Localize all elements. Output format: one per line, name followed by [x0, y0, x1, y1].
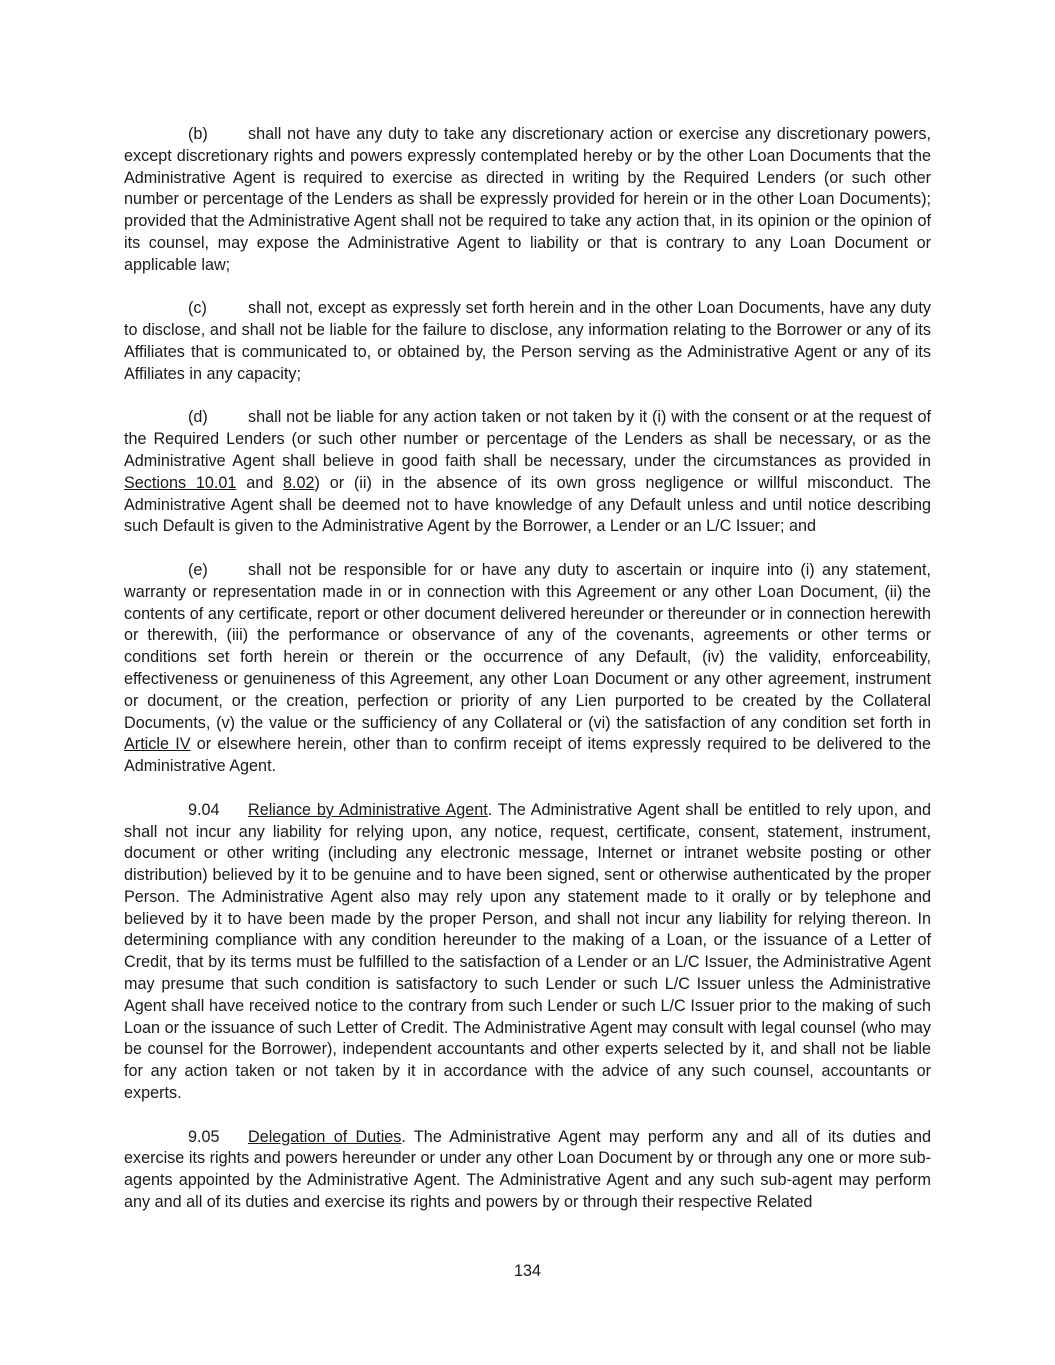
section-text: . The Administrative Agent may perform any and all of its duties and exercise its rights and powers hereunder or under any other Loan Document by or through any one or more sub-agents appointed by the Administrative Agent. The Administrative Agent and any such sub-agent may perform any and all of its duties and exercise its rights and powers by or through their respective Related — [124, 1127, 931, 1212]
paragraph-text: and — [236, 473, 284, 492]
paragraph-b — [124, 124, 931, 277]
cross-reference-sections-10-01: Sections 10.01 — [124, 473, 237, 492]
section-heading: Delegation of Duties — [248, 1127, 402, 1146]
paragraph-number: (e) — [188, 560, 208, 579]
paragraph-text: or elsewhere herein, other than to confirm receipt of items expressly required to be delivered to the Administrative Agent. — [124, 735, 931, 776]
paragraph-text: shall not be liable for any action taken or not taken by it (i) with the consent or at the request of the Required Lenders (or such other number or percentage of the Lenders as shall be necessary, or as the Administrative Agent shall believe in good faith shall be necessary, under the circumstances as provided in — [124, 408, 931, 470]
paragraph-text: shall not be responsible for or have any duty to ascertain or inquire into (i) any statement, warranty or representation made in or in connection with this Agreement or any other Loan Document, (ii) the contents of any certificate, report or other document delivered hereunder or thereunder or in connection herewith or therewith, (iii) the performance or observance of any of the covenants, agreements or other terms or conditions set forth herein or therein or the occurrence of any Default, (iv) the validity, enforceability, effectiveness or genuineness of this Agreement, any other Loan Document or any other agreement, instrument or document, or the creation, perfection or priority of any Lien purported to be created by the Collateral Documents, (v) the value or the sufficiency of any Collateral or (vi) the satisfaction of any condition set forth in — [124, 560, 931, 732]
paragraph-text: shall not have any duty to take any discretionary action or exercise any discretionary powers, except discretionary rights and powers expressly contemplated hereby or by the other Loan Documents that the Administrative Agent is required to exercise as directed in writing by the Required Lenders (or such other number or percentage of the Lenders as shall be expressly provided for herein or in the other Loan Documents); provided that the Administrative Agent shall not be required to take any action that, in its opinion or the opinion of its counsel, may expose the Administrative Agent to liability or that is contrary to any Loan Document or applicable law; — [124, 125, 931, 274]
section-number: 9.04 — [188, 800, 220, 819]
page-number: 134 — [513, 1262, 541, 1280]
section-number: 9.05 — [188, 1127, 220, 1146]
section-text: . The Administrative Agent shall be entitled to rely upon, and shall not incur any liability for relying upon, any notice, request, certificate, consent, statement, instrument, document or other writing (including any electronic message, Internet or intranet website posting or other distribution) believed by it to be genuine and to have been signed, sent or otherwise authenticated by the proper Person. The Administrative Agent also may rely upon any statement made to it orally or by telephone and believed by it to have been made by the proper Person, and shall not incur any liability for relying thereon. In determining compliance with any condition hereunder to the making of a Loan, or the issuance of a Letter of Credit, that by its terms must be fulfilled to the satisfaction of a Lender or an L/C Issuer, the Administrative Agent may presume that such condition is satisfactory to such Lender or such L/C Issuer unless the Administrative Agent shall have received notice to the contrary from such Lender or such L/C Issuer prior to the making of such Loan or the issuance of such Letter of Credit. The Administrative Agent may consult with legal counsel (who may be counsel for the Borrower), independent accountants and other experts selected by it, and shall not be liable for any action taken or not taken by it in accordance with the advice of any such counsel, accountants or experts. — [124, 800, 931, 1103]
paragraph-c — [124, 298, 931, 385]
paragraph-number: (c) — [188, 299, 207, 318]
paragraph-number: (b) — [188, 125, 208, 143]
cross-reference-8-02: 8.02 — [283, 473, 315, 492]
document-body — [124, 124, 931, 1236]
cross-reference-article-iv: Article IV — [124, 735, 191, 754]
paragraph-text: ) or (ii) in the absence of its own gross negligence or willful misconduct. The Administrative Agent shall be deemed not to have knowledge of any Default unless and until notice describing such Default is given to the Administrative Agent by the Borrower, a Lender or an L/C Issuer; and — [124, 473, 931, 536]
section-9-05 — [124, 1127, 931, 1214]
section-heading: Reliance by Administrative Agent — [248, 800, 488, 819]
paragraph-e — [124, 560, 931, 778]
paragraph-text: shall not, except as expressly set forth herein and in the other Loan Documents, have any duty to disclose, and shall not be liable for the failure to disclose, any information relating to the Borrower or any of its Affiliates that is communicated to, or obtained by, the Person serving as the Administrative Agent or any of its Affiliates in any capacity; — [124, 299, 931, 383]
paragraph-d — [124, 407, 931, 538]
paragraph-number: (d) — [188, 408, 208, 427]
section-9-04 — [124, 800, 931, 1105]
